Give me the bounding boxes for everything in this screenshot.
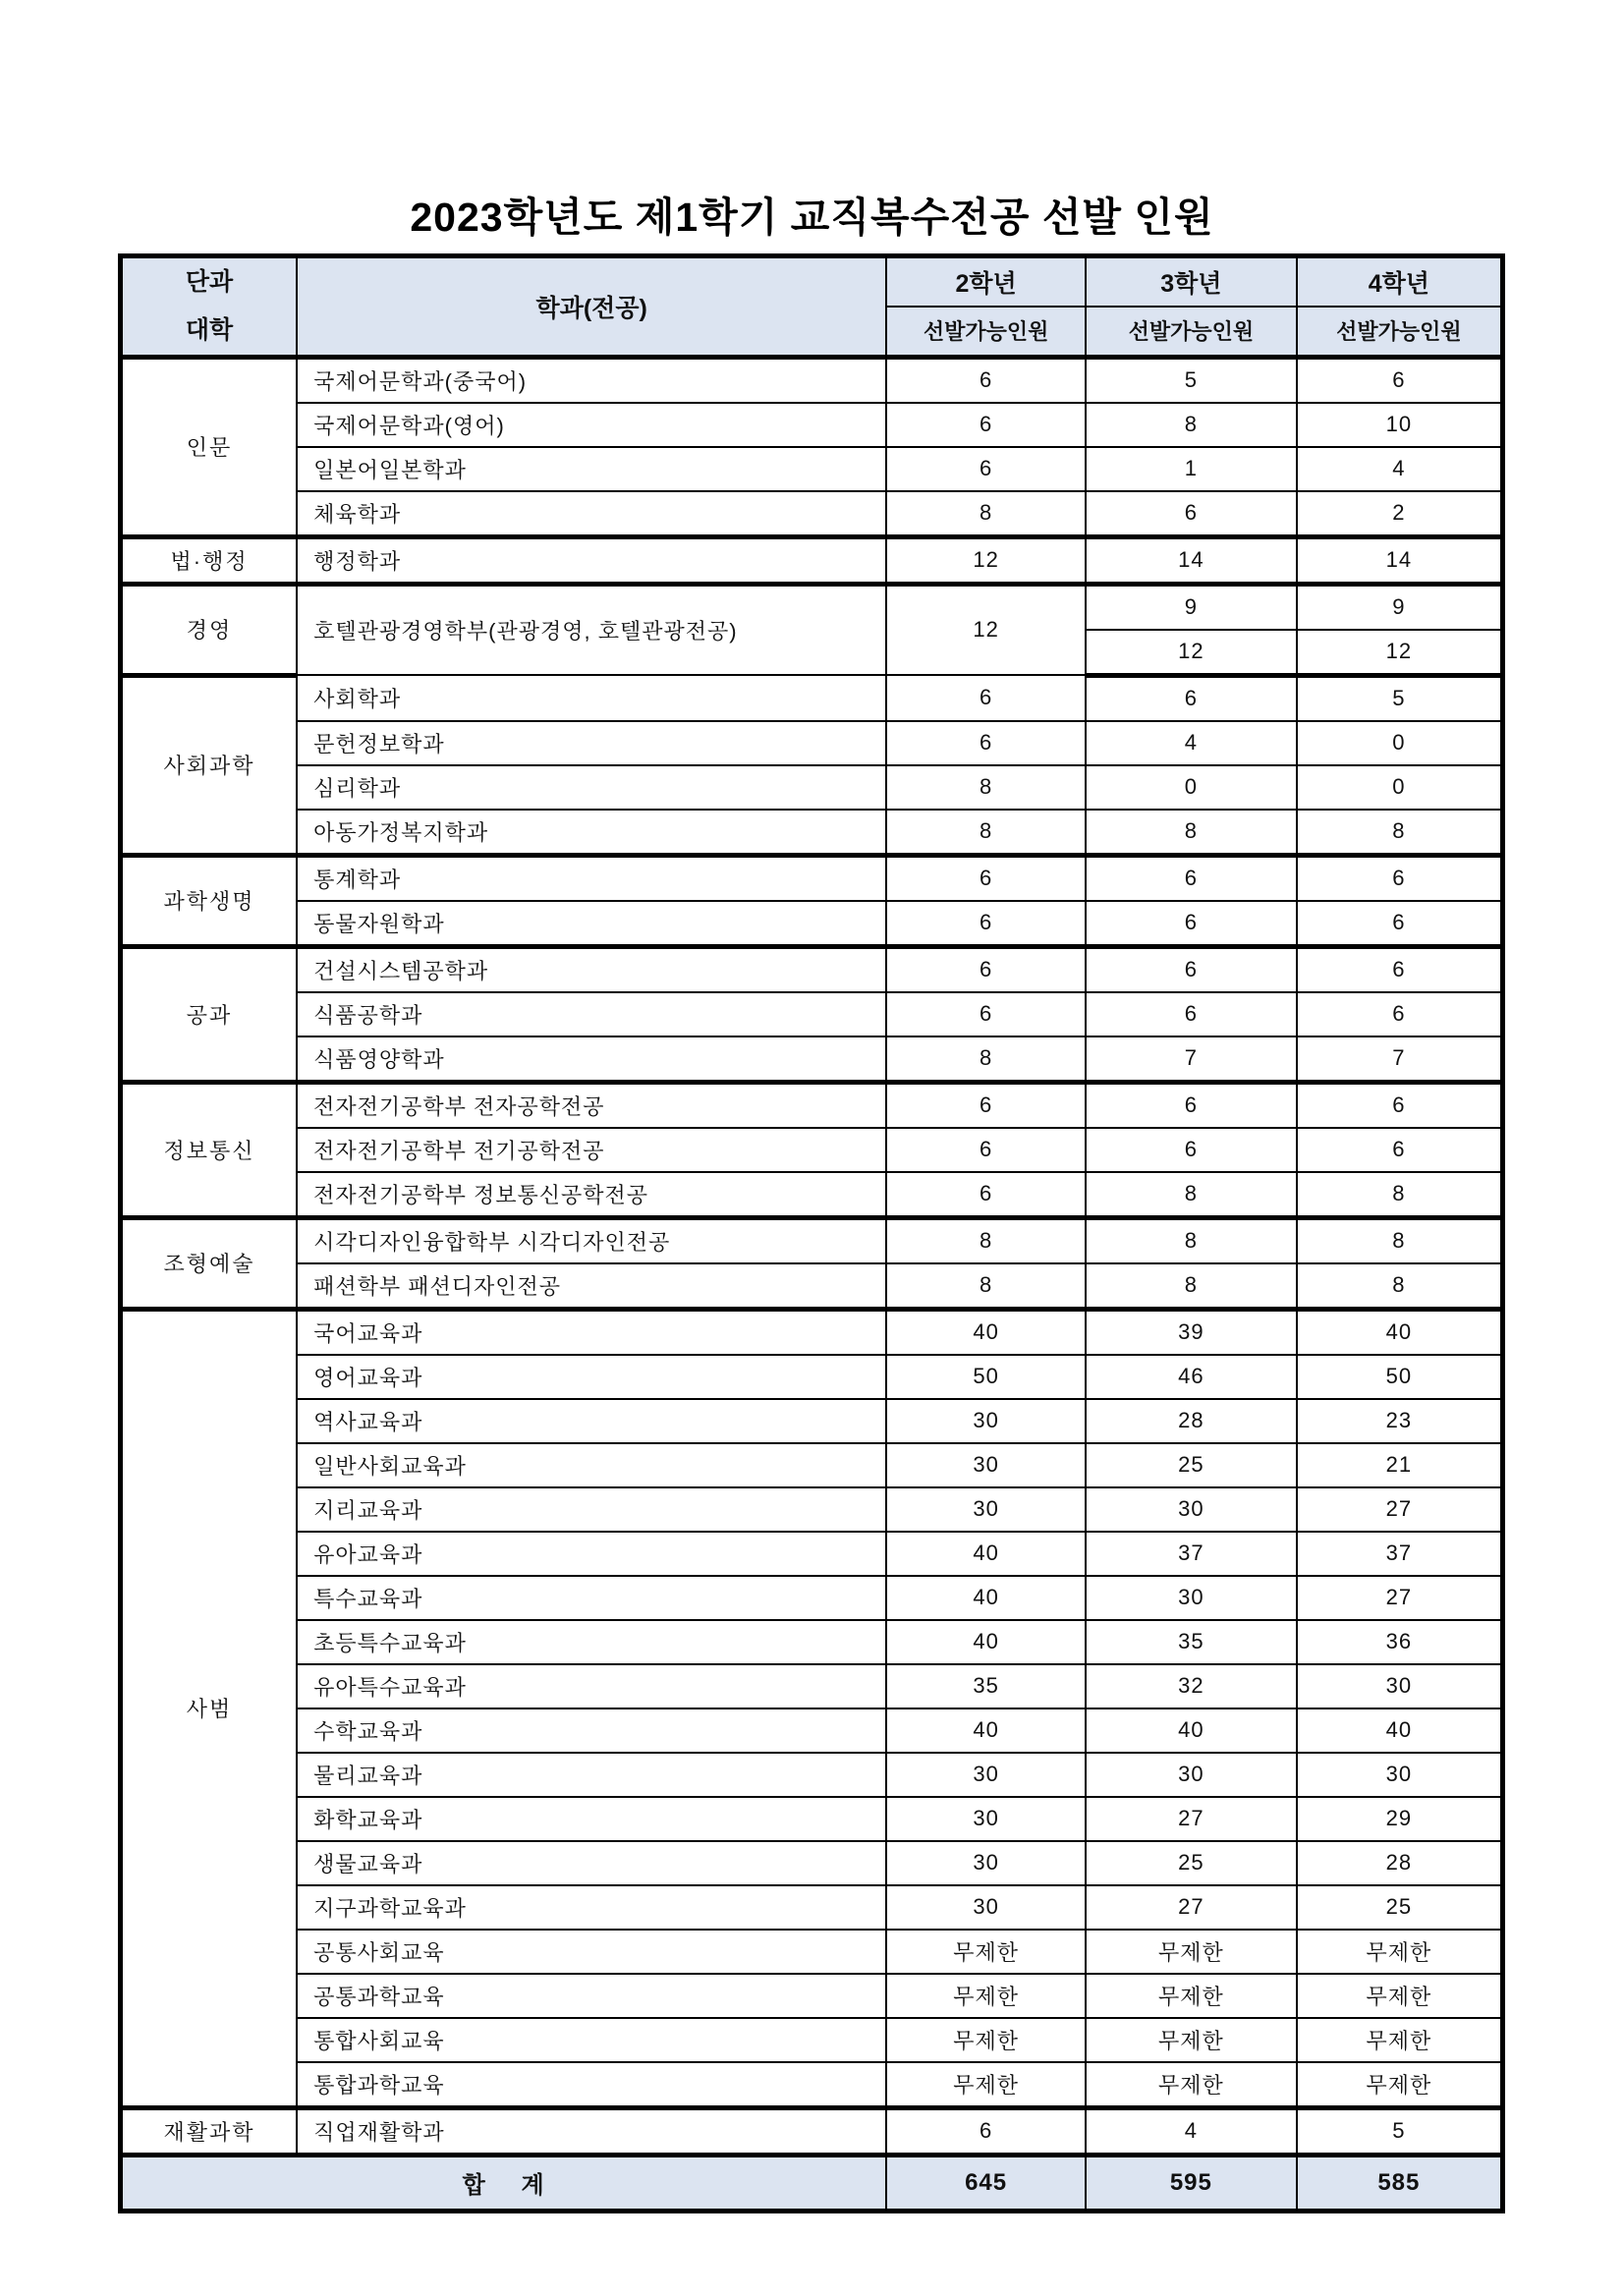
department-cell: 식품영양학과: [297, 1036, 886, 1083]
department-cell: 공통과학교육: [297, 1974, 886, 2018]
count-cell: 8: [886, 765, 1086, 810]
count-cell: 30: [886, 1753, 1086, 1797]
department-cell: 건설시스템공학과: [297, 946, 886, 992]
department-header-cell: 학과(전공): [297, 256, 886, 358]
count-cell: 39: [1086, 1309, 1297, 1355]
count-cell: 6: [1086, 491, 1297, 537]
count-cell: 6: [886, 855, 1086, 901]
table-header: [121, 256, 1503, 358]
department-cell: 유아특수교육과: [297, 1664, 886, 1708]
count-cell: 6: [886, 357, 1086, 403]
table-row: [121, 1443, 1503, 1487]
count-cell: 12: [886, 584, 1086, 675]
count-cell: 8: [886, 491, 1086, 537]
count-cell: 40: [886, 1708, 1086, 1753]
table-row: [121, 1172, 1503, 1218]
count-cell: 40: [886, 1532, 1086, 1576]
table-row: [121, 1620, 1503, 1664]
department-cell: 국제어문학과(영어): [297, 403, 886, 447]
count-cell: 30: [1086, 1753, 1297, 1797]
table-row: [121, 1399, 1503, 1443]
department-cell: 사회학과: [297, 675, 886, 721]
count-cell: 6: [1297, 992, 1503, 1036]
count-cell: 6: [1086, 1082, 1297, 1128]
count-cell: 6: [886, 992, 1086, 1036]
table-row: [121, 357, 1503, 403]
total-value: 645: [886, 2155, 1086, 2211]
department-cell: 유아교육과: [297, 1532, 886, 1576]
count-cell: 27: [1086, 1797, 1297, 1841]
selection-table-body: [121, 357, 1503, 2211]
table-row: [121, 1841, 1503, 1885]
count-cell: 8: [886, 1036, 1086, 1083]
department-cell: 초등특수교육과: [297, 1620, 886, 1664]
count-cell: 8: [1086, 403, 1297, 447]
count-cell: 2: [1297, 491, 1503, 537]
count-cell: 9: [1297, 584, 1503, 630]
department-cell: 물리교육과: [297, 1753, 886, 1797]
count-cell: 8: [1086, 1217, 1297, 1263]
count-cell: 6: [886, 2107, 1086, 2155]
table-row: [121, 721, 1503, 765]
department-cell: 심리학과: [297, 765, 886, 810]
department-cell: 지리교육과: [297, 1487, 886, 1532]
count-cell: 30: [886, 1443, 1086, 1487]
table-row: [121, 1532, 1503, 1576]
total-row: [121, 2155, 1503, 2211]
count-cell: 8: [886, 1263, 1086, 1310]
count-cell: 12: [1297, 630, 1503, 676]
count-cell: 6: [886, 721, 1086, 765]
count-cell: 5: [1297, 675, 1503, 721]
department-cell: 체육학과: [297, 491, 886, 537]
count-cell: 4: [1086, 2107, 1297, 2155]
table-row: [121, 536, 1503, 584]
count-cell: 40: [886, 1620, 1086, 1664]
department-cell: 일반사회교육과: [297, 1443, 886, 1487]
count-cell: 21: [1297, 1443, 1503, 1487]
count-cell: 30: [886, 1487, 1086, 1532]
grade-3-subheader-cell: 선발가능인원: [1086, 307, 1297, 357]
department-cell: 전자전기공학부 전기공학전공: [297, 1128, 886, 1172]
grade-4-subheader-cell: 선발가능인원: [1297, 307, 1503, 357]
count-cell: 40: [1086, 1708, 1297, 1753]
table-row: [121, 1487, 1503, 1532]
page-title: 2023학년도 제1학기 교직복수전공 선발 인원: [410, 195, 1214, 240]
count-cell: 40: [886, 1576, 1086, 1620]
total-value: 595: [1086, 2155, 1297, 2211]
count-cell: 32: [1086, 1664, 1297, 1708]
count-cell: 8: [1086, 1263, 1297, 1310]
table-row: [121, 1082, 1503, 1128]
count-cell: 6: [1086, 946, 1297, 992]
table-row: [121, 1355, 1503, 1399]
table-row: [121, 1974, 1503, 2018]
college-header-cell: [121, 256, 298, 358]
count-cell: 무제한: [1297, 1930, 1503, 1974]
department-cell: 식품공학과: [297, 992, 886, 1036]
count-cell: 7: [1086, 1036, 1297, 1083]
count-cell: 6: [886, 1172, 1086, 1218]
table-row: [121, 901, 1503, 947]
selection-count-table: [118, 253, 1505, 2213]
count-cell: 6: [1297, 1128, 1503, 1172]
count-cell: 30: [1297, 1753, 1503, 1797]
count-cell: 6: [886, 403, 1086, 447]
college-header-line2: 대학: [185, 315, 234, 344]
count-cell: 36: [1297, 1620, 1503, 1664]
count-cell: 6: [886, 675, 1086, 721]
count-cell: 9: [1086, 584, 1297, 630]
count-cell: 4: [1086, 721, 1297, 765]
count-cell: 14: [1086, 536, 1297, 584]
count-cell: 8: [1297, 1172, 1503, 1218]
table-row: [121, 1263, 1503, 1310]
count-cell: 0: [1297, 721, 1503, 765]
count-cell: 무제한: [1086, 2062, 1297, 2108]
college-group-label: 인문: [121, 357, 298, 536]
department-cell: 영어교육과: [297, 1355, 886, 1399]
table-row: [121, 1309, 1503, 1355]
count-cell: 0: [1297, 765, 1503, 810]
header-row-grades: [121, 256, 1503, 307]
count-cell: 30: [1297, 1664, 1503, 1708]
count-cell: 6: [1297, 357, 1503, 403]
total-value: 585: [1297, 2155, 1503, 2211]
count-cell: 8: [1297, 1263, 1503, 1310]
department-cell: 문헌정보학과: [297, 721, 886, 765]
count-cell: 무제한: [886, 1974, 1086, 2018]
total-label: 합 계: [121, 2155, 887, 2211]
count-cell: 6: [1297, 901, 1503, 947]
count-cell: 37: [1297, 1532, 1503, 1576]
college-group-label: 공과: [121, 946, 298, 1082]
count-cell: 30: [886, 1885, 1086, 1930]
count-cell: 30: [1086, 1487, 1297, 1532]
count-cell: 무제한: [1086, 1974, 1297, 2018]
count-cell: 6: [1086, 901, 1297, 947]
count-cell: 30: [886, 1399, 1086, 1443]
table-row: [121, 992, 1503, 1036]
college-group-label: 사회과학: [121, 675, 298, 855]
table-row: [121, 1576, 1503, 1620]
count-cell: 무제한: [1297, 1974, 1503, 2018]
count-cell: 8: [1086, 810, 1297, 856]
college-group-label: 재활과학: [121, 2107, 298, 2155]
department-cell: 패션학부 패션디자인전공: [297, 1263, 886, 1310]
table-row: [121, 946, 1503, 992]
count-cell: 30: [1086, 1576, 1297, 1620]
count-cell: 8: [1297, 1217, 1503, 1263]
count-cell: 35: [1086, 1620, 1297, 1664]
table-row: [121, 1708, 1503, 1753]
department-cell: 공통사회교육: [297, 1930, 886, 1974]
count-cell: 37: [1086, 1532, 1297, 1576]
count-cell: 30: [886, 1841, 1086, 1885]
count-cell: 무제한: [1297, 2062, 1503, 2108]
table-row: [121, 1036, 1503, 1083]
college-group-label: 사범: [121, 1309, 298, 2107]
department-cell: 행정학과: [297, 536, 886, 584]
count-cell: 28: [1297, 1841, 1503, 1885]
table-row: [121, 810, 1503, 856]
table-row: [121, 2062, 1503, 2108]
count-cell: 무제한: [886, 2018, 1086, 2062]
table-row: [121, 675, 1503, 721]
count-cell: 6: [886, 901, 1086, 947]
college-group-label: 정보통신: [121, 1082, 298, 1217]
count-cell: 12: [1086, 630, 1297, 676]
table-row: [121, 765, 1503, 810]
department-cell: 국어교육과: [297, 1309, 886, 1355]
table-row: [121, 584, 1503, 630]
college-group-label: 조형예술: [121, 1217, 298, 1309]
count-cell: 27: [1086, 1885, 1297, 1930]
department-cell: 전자전기공학부 전자공학전공: [297, 1082, 886, 1128]
department-cell: 역사교육과: [297, 1399, 886, 1443]
college-group-label: 경영: [121, 584, 298, 675]
department-cell: 전자전기공학부 정보통신공학전공: [297, 1172, 886, 1218]
count-cell: 6: [1297, 855, 1503, 901]
count-cell: 6: [1086, 855, 1297, 901]
count-cell: 46: [1086, 1355, 1297, 1399]
count-cell: 25: [1086, 1443, 1297, 1487]
count-cell: 6: [1086, 992, 1297, 1036]
department-cell: 동물자원학과: [297, 901, 886, 947]
department-cell: 수학교육과: [297, 1708, 886, 1753]
count-cell: 6: [1297, 946, 1503, 992]
count-cell: 6: [886, 946, 1086, 992]
department-cell: 통합과학교육: [297, 2062, 886, 2108]
count-cell: 6: [1297, 1082, 1503, 1128]
count-cell: 무제한: [1086, 1930, 1297, 1974]
count-cell: 무제한: [886, 1930, 1086, 1974]
table-row: [121, 1664, 1503, 1708]
count-cell: 1: [1086, 447, 1297, 491]
count-cell: 무제한: [886, 2062, 1086, 2108]
count-cell: 6: [1086, 675, 1297, 721]
count-cell: 50: [886, 1355, 1086, 1399]
department-cell: 지구과학교육과: [297, 1885, 886, 1930]
department-cell: 특수교육과: [297, 1576, 886, 1620]
count-cell: 6: [886, 447, 1086, 491]
count-cell: 6: [886, 1082, 1086, 1128]
count-cell: 27: [1297, 1487, 1503, 1532]
department-cell: 일본어일본학과: [297, 447, 886, 491]
count-cell: 25: [1297, 1885, 1503, 1930]
table-row: [121, 1885, 1503, 1930]
grade-4-header-cell: 4학년: [1297, 256, 1503, 307]
table-row: [121, 1128, 1503, 1172]
count-cell: 무제한: [1297, 2018, 1503, 2062]
count-cell: 10: [1297, 403, 1503, 447]
table-row: [121, 1217, 1503, 1263]
count-cell: 23: [1297, 1399, 1503, 1443]
college-header-line1: 단과: [185, 268, 234, 296]
department-cell: 시각디자인융합학부 시각디자인전공: [297, 1217, 886, 1263]
grade-3-header-cell: 3학년: [1086, 256, 1297, 307]
count-cell: 5: [1297, 2107, 1503, 2155]
department-cell: 직업재활학과: [297, 2107, 886, 2155]
department-cell: 생물교육과: [297, 1841, 886, 1885]
count-cell: 8: [1086, 1172, 1297, 1218]
count-cell: 30: [886, 1797, 1086, 1841]
count-cell: 8: [886, 810, 1086, 856]
count-cell: 40: [1297, 1309, 1503, 1355]
count-cell: 4: [1297, 447, 1503, 491]
table-row: [121, 1797, 1503, 1841]
department-cell: 아동가정복지학과: [297, 810, 886, 856]
count-cell: 8: [1297, 810, 1503, 856]
table-row: [121, 2018, 1503, 2062]
count-cell: 40: [886, 1309, 1086, 1355]
grade-2-header-cell: 2학년: [886, 256, 1086, 307]
count-cell: 0: [1086, 765, 1297, 810]
table-row: [121, 447, 1503, 491]
table-row: [121, 1753, 1503, 1797]
count-cell: 35: [886, 1664, 1086, 1708]
count-cell: 25: [1086, 1841, 1297, 1885]
count-cell: 5: [1086, 357, 1297, 403]
count-cell: 28: [1086, 1399, 1297, 1443]
table-row: [121, 2107, 1503, 2155]
table-row: [121, 855, 1503, 901]
count-cell: 14: [1297, 536, 1503, 584]
department-cell: 호텔관광경영학부(관광경영, 호텔관광전공): [297, 584, 886, 675]
count-cell: 7: [1297, 1036, 1503, 1083]
department-cell: 통계학과: [297, 855, 886, 901]
department-cell: 통합사회교육: [297, 2018, 886, 2062]
count-cell: 6: [1086, 1128, 1297, 1172]
count-cell: 무제한: [1086, 2018, 1297, 2062]
college-group-label: 법·행정: [121, 536, 298, 584]
table-row: [121, 403, 1503, 447]
department-cell: 화학교육과: [297, 1797, 886, 1841]
college-group-label: 과학생명: [121, 855, 298, 946]
count-cell: 50: [1297, 1355, 1503, 1399]
grade-2-subheader-cell: 선발가능인원: [886, 307, 1086, 357]
count-cell: 6: [886, 1128, 1086, 1172]
count-cell: 8: [886, 1217, 1086, 1263]
count-cell: 29: [1297, 1797, 1503, 1841]
count-cell: 40: [1297, 1708, 1503, 1753]
table-row: [121, 491, 1503, 537]
count-cell: 12: [886, 536, 1086, 584]
count-cell: 27: [1297, 1576, 1503, 1620]
table-row: [121, 1930, 1503, 1974]
department-cell: 국제어문학과(중국어): [297, 357, 886, 403]
